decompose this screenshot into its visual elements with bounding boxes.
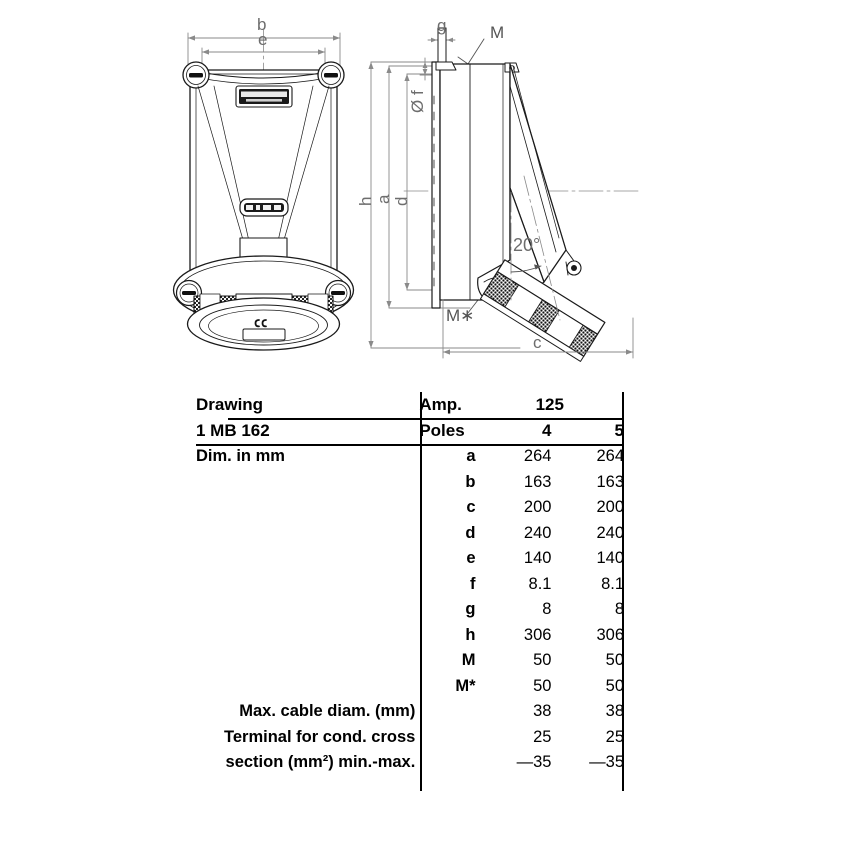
specification-table-wrap: [0, 392, 842, 812]
row-label: [196, 546, 415, 572]
row-value-5-poles: 8.1: [601, 574, 624, 593]
poles-4-header: 4: [541, 421, 552, 440]
row-value-5-poles: 306: [596, 625, 624, 644]
brand-plate-front: [236, 86, 292, 107]
dim-label-angle: 20°: [513, 235, 541, 255]
rating-plate-front: [240, 199, 288, 216]
specification-table: [196, 392, 624, 776]
row-dim-letter: d: [465, 523, 476, 542]
poles-label: Poles: [419, 421, 465, 440]
row-value-4-poles: 38: [533, 702, 552, 721]
row-value-4-poles: 306: [523, 625, 552, 644]
table-row: [196, 470, 624, 496]
row-label: [196, 521, 415, 547]
row-value-4-poles: 163: [523, 472, 552, 491]
row-label: Max. cable diam. (mm): [239, 702, 416, 721]
table-row: [196, 444, 624, 470]
amp-label: Amp.: [419, 395, 462, 414]
table-row: [196, 572, 624, 598]
row-value-4-poles: 50: [533, 651, 552, 670]
row-value-4-poles: 50: [533, 676, 552, 695]
row-label: [196, 597, 415, 623]
dim-label-phi-f: Ø f: [408, 90, 427, 113]
dim-label-h: h: [356, 196, 375, 206]
row-value-5-poles: 200: [596, 498, 624, 517]
row-dim-letter: g: [465, 600, 476, 619]
row-value-4-poles: 240: [523, 523, 552, 542]
row-value-5-poles: 25: [605, 727, 624, 746]
row-label: section (mm²) min.-max.: [225, 753, 416, 772]
row-dim-letter: e: [466, 549, 476, 568]
drawing-label: Drawing: [196, 395, 264, 414]
row-dim-letter: [415, 750, 475, 776]
dim-label-e: e: [258, 30, 268, 49]
row-label: [196, 674, 415, 700]
row-label: [196, 623, 415, 649]
row-dim-letter: a: [466, 447, 476, 466]
row-value-4-poles: 8: [542, 600, 552, 619]
row-label: [196, 470, 415, 496]
dim-label-d: d: [392, 196, 411, 206]
row-value-4-poles: 264: [523, 447, 552, 466]
row-value-5-poles: 50: [605, 651, 624, 670]
row-dim-letter: h: [465, 625, 476, 644]
table-row: [196, 521, 624, 547]
dim-label-c: c: [533, 333, 542, 352]
table-row: [196, 699, 624, 725]
row-value-5-poles: 38: [605, 702, 624, 721]
dim-label-a: a: [374, 194, 393, 204]
row-label: Dim. in mm: [196, 447, 285, 466]
dim-label-m-star: M∗: [446, 306, 475, 325]
amp-value: 125: [535, 395, 564, 414]
row-dim-letter: M*: [455, 676, 476, 695]
table-row: [196, 546, 624, 572]
row-value-4-poles: 8.1: [528, 574, 552, 593]
row-label: [196, 648, 415, 674]
poles-5-header: 5: [614, 421, 624, 440]
table-row: [196, 623, 624, 649]
row-value-5-poles: 264: [596, 447, 624, 466]
row-value-4-poles: 25: [533, 727, 552, 746]
table-row: [196, 648, 624, 674]
row-dim-letter: [415, 699, 475, 725]
row-value-5-poles: 163: [596, 472, 624, 491]
side-view: [368, 28, 640, 361]
row-dim-letter: M: [461, 651, 476, 670]
row-label: [196, 495, 415, 521]
table-row-poles: [196, 418, 624, 444]
row-label: Terminal for cond. cross: [224, 727, 416, 746]
drawing-svg: [0, 0, 842, 392]
dim-label-b: b: [257, 15, 267, 34]
row-dim-letter: [415, 725, 475, 751]
table-row: [196, 674, 624, 700]
row-value-5-poles: 50: [605, 676, 624, 695]
row-label: [196, 572, 415, 598]
dim-label-M: M: [490, 23, 505, 42]
table-row: [196, 597, 624, 623]
row-value-5-poles: 240: [596, 523, 624, 542]
table-body: [196, 444, 624, 776]
row-dim-letter: f: [470, 574, 476, 593]
drawing-number: 1 MB 162: [196, 421, 270, 440]
table-row: [196, 495, 624, 521]
table-row: [196, 750, 624, 776]
dim-label-g: g: [437, 16, 447, 35]
technical-drawing: [0, 0, 842, 380]
row-dim-letter: b: [465, 472, 476, 491]
row-value-4-poles: 200: [523, 498, 552, 517]
row-value-5-poles: 140: [596, 549, 624, 568]
front-view: [174, 30, 354, 350]
row-value-4-poles: —35: [516, 753, 552, 772]
row-value-5-poles: —35: [589, 753, 624, 772]
row-value-5-poles: 8: [614, 600, 624, 619]
row-value-4-poles: 140: [523, 549, 552, 568]
row-dim-letter: c: [466, 498, 476, 517]
table-row-amp: [196, 392, 624, 418]
table-row: [196, 725, 624, 751]
